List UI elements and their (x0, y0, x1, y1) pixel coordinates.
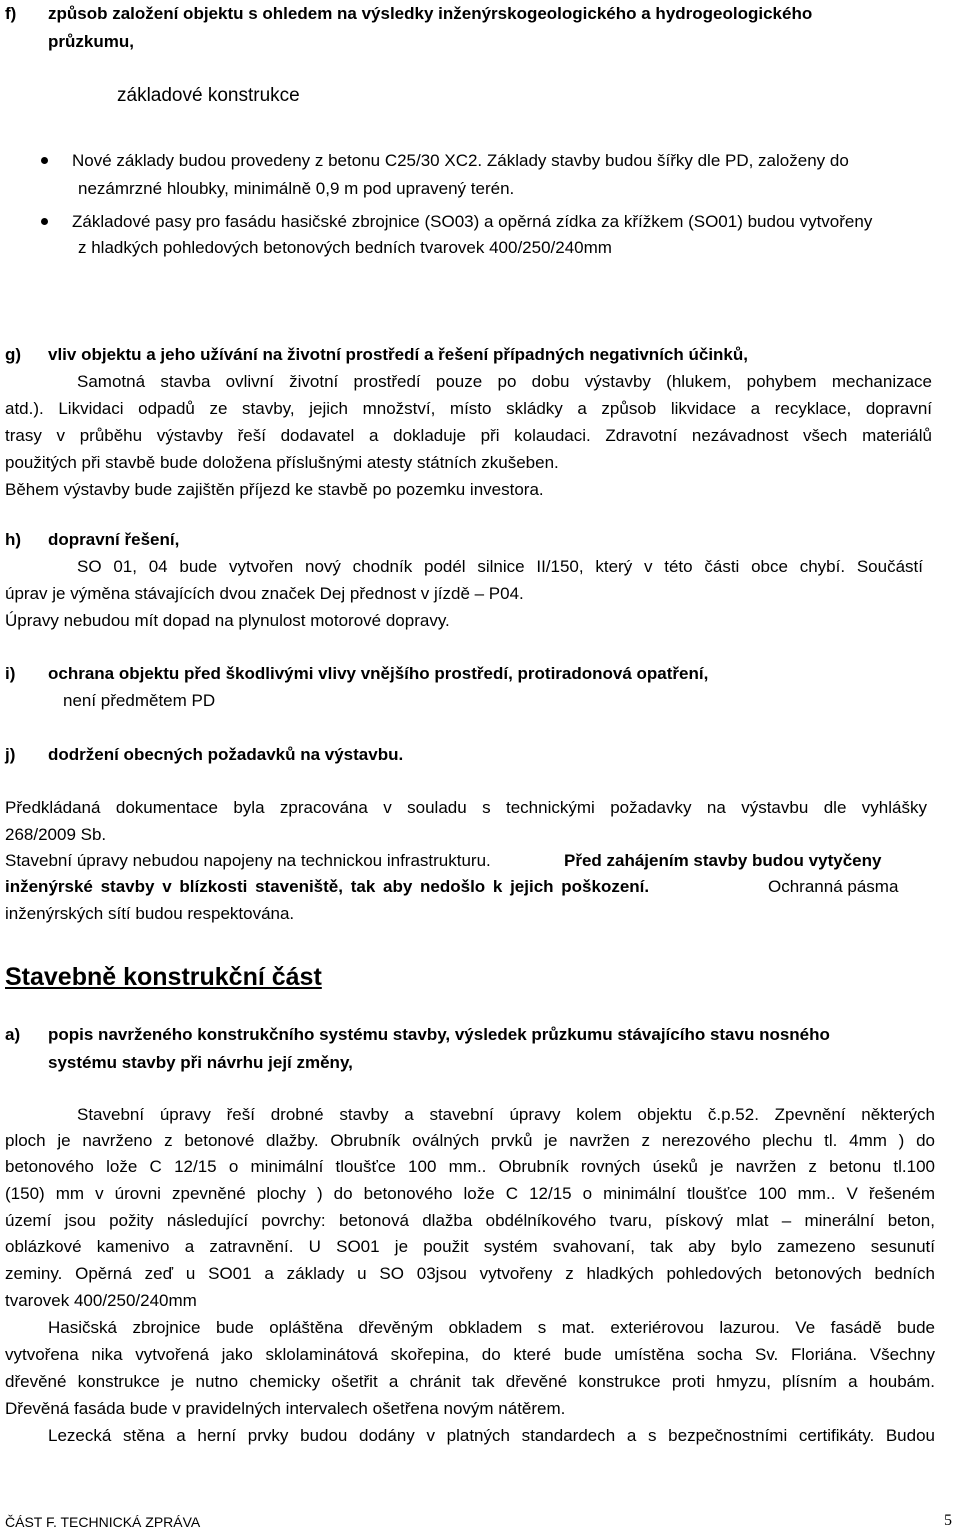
section-a-line: tvarovek 400/250/240mm (5, 1291, 197, 1310)
section-g-line: trasy v průběhu výstavby řeší dodavatel a dokladuje při kolaudaci. Zdravotní nezávadnost všech materiálů (5, 426, 932, 445)
section-h-line: SO 01, 04 bude vytvořen nový chodník podél silnice II/150, který v této části obce chybí. Součástí (77, 557, 923, 576)
section-letter-a: a) (5, 1025, 21, 1044)
section-g-heading: vliv objektu a jeho užívání na životní prostředí a řešení případných negativních účinků, (48, 345, 748, 364)
section-a-line: (150) mm v úrovni zpevněné plochy ) do betonového lože C 12/15 o minimální tloušťce 100 mm.. V řešeném (5, 1184, 935, 1203)
section-letter-f: f) (5, 4, 17, 23)
section-f-subheading: základové konstrukce (117, 85, 300, 106)
section-j-bold-text: Před zahájením stavby budou vytyčeny (564, 851, 882, 870)
section-g-line: použitých při stavbě bude doložena příslušnými atesty státních zkušeben. (5, 453, 559, 472)
bullet2-line2: z hladkých pohledových betonových bedních tvarovek 400/250/240mm (78, 238, 612, 257)
section-a-line: zeminy. Opěrná zeď u SO01 a základy u SO 03jsou vytvořeny z hladkých pohledových betonových bedních (5, 1264, 935, 1283)
section-a-line: vytvořena nika vytvořená jako sklolaminátová skořepina, do které bude umístěna socha Sv. Floriána. Všechny (5, 1345, 935, 1364)
section-g-line: Samotná stavba ovlivní životní prostředí pouze po dobu výstavby (hlukem, pohybem mechanizace (77, 372, 932, 391)
section-h-line: Úpravy nebudou mít dopad na plynulost motorové dopravy. (5, 611, 450, 630)
section-h-line: úprav je výměna stávajících dvou značek Dej přednost v jízdě – P04. (5, 584, 524, 603)
section-i-line: není předmětem PD (63, 691, 216, 710)
section-g-line: Během výstavby bude zajištěn příjezd ke stavbě po pozemku investora. (5, 480, 544, 499)
section-j-line: Předkládaná dokumentace byla zpracována v souladu s technickými požadavky na výstavbu dle vyhlášky (5, 798, 927, 817)
section-j-line: Stavební úpravy nebudou napojeny na technickou infrastrukturu. (5, 851, 491, 870)
bullet-dot (41, 157, 48, 164)
section-title: Stavebně konstrukční část (5, 963, 322, 991)
bullet-dot (41, 218, 48, 225)
section-j-line: 268/2009 Sb. (5, 825, 107, 844)
section-a-line: Dřevěná fasáda bude v pravidelných intervalech ošetřena novým nátěrem. (5, 1399, 566, 1418)
section-f-heading-line1: způsob založení objektu s ohledem na výsledky inženýrskogeologického a hydrogeologického (48, 4, 813, 23)
bullet1-line1: Nové základy budou provedeny z betonu C25/30 XC2. Základy stavby budou šířky dle PD, založeny do (72, 151, 849, 170)
section-letter-i: i) (5, 664, 16, 683)
section-a-line: oblázkové kamenivo a zatravnění. U SO01 je použit systém svahovaní, tak aby bylo zamezeno sesunutí (5, 1237, 935, 1256)
section-letter-j: j) (5, 745, 16, 764)
page-number: 5 (944, 1512, 952, 1529)
section-a-heading-line2: systému stavby při návrhu její změny, (48, 1053, 353, 1072)
section-i-heading: ochrana objektu před škodlivými vlivy vnějšího prostředí, protiradonová opatření, (48, 664, 709, 683)
section-a-line: Lezecká stěna a herní prvky budou dodány v platných standardech a s bezpečnostními certifikáty. Budou (48, 1426, 935, 1445)
section-letter-g: g) (5, 345, 22, 364)
section-h-heading: dopravní řešení, (48, 530, 180, 549)
section-j-line: inženýrských sítí budou respektována. (5, 904, 295, 923)
section-a-heading-line1: popis navrženého konstrukčního systému stavby, výsledek průzkumu stávajícího stavu nosného (48, 1025, 830, 1044)
section-g-line: atd.). Likvidaci odpadů ze stavby, jejich množství, místo skládky a způsob likvidace a recyklace, dopravní (5, 399, 932, 418)
section-j-heading: dodržení obecných požadavků na výstavbu. (48, 745, 404, 764)
section-a-line: Hasičská zbrojnice bude opláštěna dřevěným obkladem s mat. exteriérovou lazurou. Ve fasádě bude (48, 1318, 935, 1337)
section-f-heading-line2: průzkumu, (48, 32, 134, 51)
section-a-line: Stavební úpravy řeší drobné stavby a stavební úpravy kolem objektu č.p.52. Zpevnění některých (77, 1105, 935, 1124)
bullet2-line1: Základové pasy pro fasádu hasičské zbrojnice (SO03) a opěrná zídka za křížkem (SO01) budou vytvořeny (72, 212, 873, 231)
section-a-line: ploch je navrženo z betonové dlažby. Obrubník oválných prvků je navržen z nerezového plechu tl. 4mm ) do (5, 1131, 935, 1150)
section-a-line: betonového lože C 12/15 o minimální tloušťce 100 mm.. Obrubník rovných úseků je navržen z betonu tl.100 (5, 1157, 935, 1176)
section-a-line: dřevěné konstrukce je nutno chemicky ošetřit a chránit tak dřevěné konstrukce proti hmyzu, plísním a houbám. (5, 1372, 935, 1391)
section-a-line: území jsou požity následující povrchy: betonová dlažba obdélníkového tvaru, pískový mlat – minerální beton, (5, 1211, 935, 1230)
section-j-line: Ochranná pásma (768, 877, 899, 896)
section-j-bold-text: inženýrské stavby v blízkosti staveniště, tak aby nedošlo k jejich poškození. (5, 877, 650, 896)
section-letter-h: h) (5, 530, 22, 549)
bullet1-line2: nezámrzné hloubky, minimálně 0,9 m pod upravený terén. (78, 179, 515, 198)
footer-title: ČÁST F. TECHNICKÁ ZPRÁVA (5, 1514, 201, 1530)
